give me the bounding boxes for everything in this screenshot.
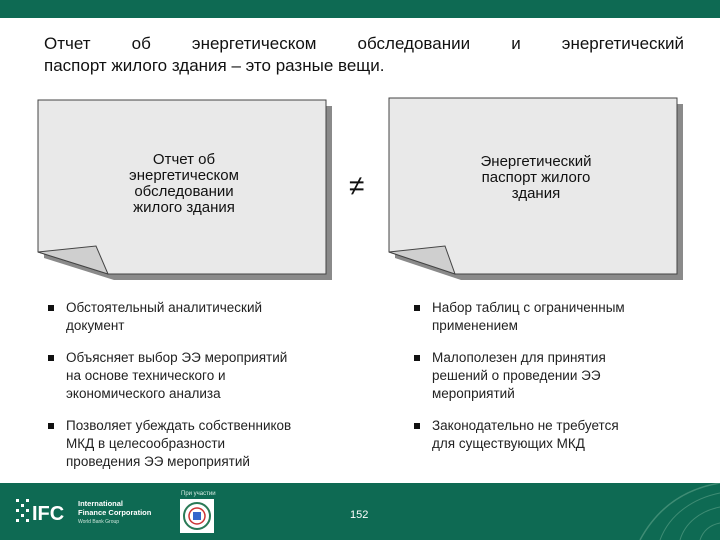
ifc-logo-mark: IFC (32, 503, 65, 525)
left-card-line: жилого здания (133, 199, 235, 216)
list-item (410, 417, 710, 453)
right-card-line: Энергетический (480, 153, 592, 170)
ifc-logo-line-2: Finance Corporation (78, 508, 152, 517)
bullet-icon (414, 355, 420, 361)
bullet-line: проведения ЭЭ мероприятий (66, 454, 250, 469)
bullet-icon (414, 305, 420, 311)
list-item (410, 299, 710, 335)
bullet-icon (48, 355, 54, 361)
bullet-line: на основе технического и (66, 368, 226, 383)
footer-bar (0, 483, 720, 540)
title-line-2: паспорт жилого здания – это разные вещи. (44, 56, 385, 75)
partner-label: При участии (181, 491, 216, 497)
left-card-text (94, 152, 274, 216)
bullet-icon (414, 423, 420, 429)
list-item (44, 349, 364, 403)
left-card-line: энергетическом (129, 167, 239, 184)
title-line-1: Отчет об энергетическом обследовании и энергетический (44, 34, 684, 53)
bullet-line: Малополезен для принятия (432, 350, 606, 365)
not-equal-sign: ≠ (349, 170, 365, 201)
page-title (44, 33, 684, 77)
left-bullet-list (44, 299, 364, 485)
right-card-line: паспорт жилого (481, 169, 591, 186)
ifc-logo (14, 497, 174, 527)
right-card-text (445, 154, 627, 202)
bullet-line: решений о проведении ЭЭ (432, 368, 601, 383)
top-bar (0, 0, 720, 18)
right-card (385, 94, 687, 284)
left-card-line: обследовании (134, 183, 234, 200)
bullet-icon (48, 423, 54, 429)
ifc-logo-line-3: World Bank Group (78, 519, 120, 525)
page-number: 152 (350, 509, 369, 521)
list-item (44, 417, 364, 471)
bullet-line: Законодательно не требуется (432, 418, 619, 433)
right-bullet-list (410, 299, 710, 467)
ifc-logo-line-1: International (78, 499, 124, 508)
bullet-line: экономического анализа (66, 386, 221, 401)
bullet-line: документ (66, 318, 125, 333)
right-card-line: здания (511, 185, 561, 202)
bullet-line: Объясняет выбор ЭЭ мероприятий (66, 350, 288, 365)
bullet-line: для существующих МКД (432, 436, 585, 451)
bullet-line: применением (432, 318, 518, 333)
bullet-line: мероприятий (432, 386, 515, 401)
partner-logo (180, 499, 214, 533)
list-item (410, 349, 710, 403)
bullet-icon (48, 305, 54, 311)
bullet-line: МКД в целесообразности (66, 436, 226, 451)
bullet-line: Позволяет убеждать собственников (66, 418, 292, 433)
left-card-line: Отчет об (152, 151, 216, 168)
left-card (34, 96, 336, 284)
list-item (44, 299, 364, 335)
partner-emblem-icon (180, 499, 214, 533)
bullet-line: Обстоятельный аналитический (66, 300, 263, 315)
leaf-decoration-icon (600, 483, 720, 540)
bullet-line: Набор таблиц с ограниченным (432, 300, 625, 315)
